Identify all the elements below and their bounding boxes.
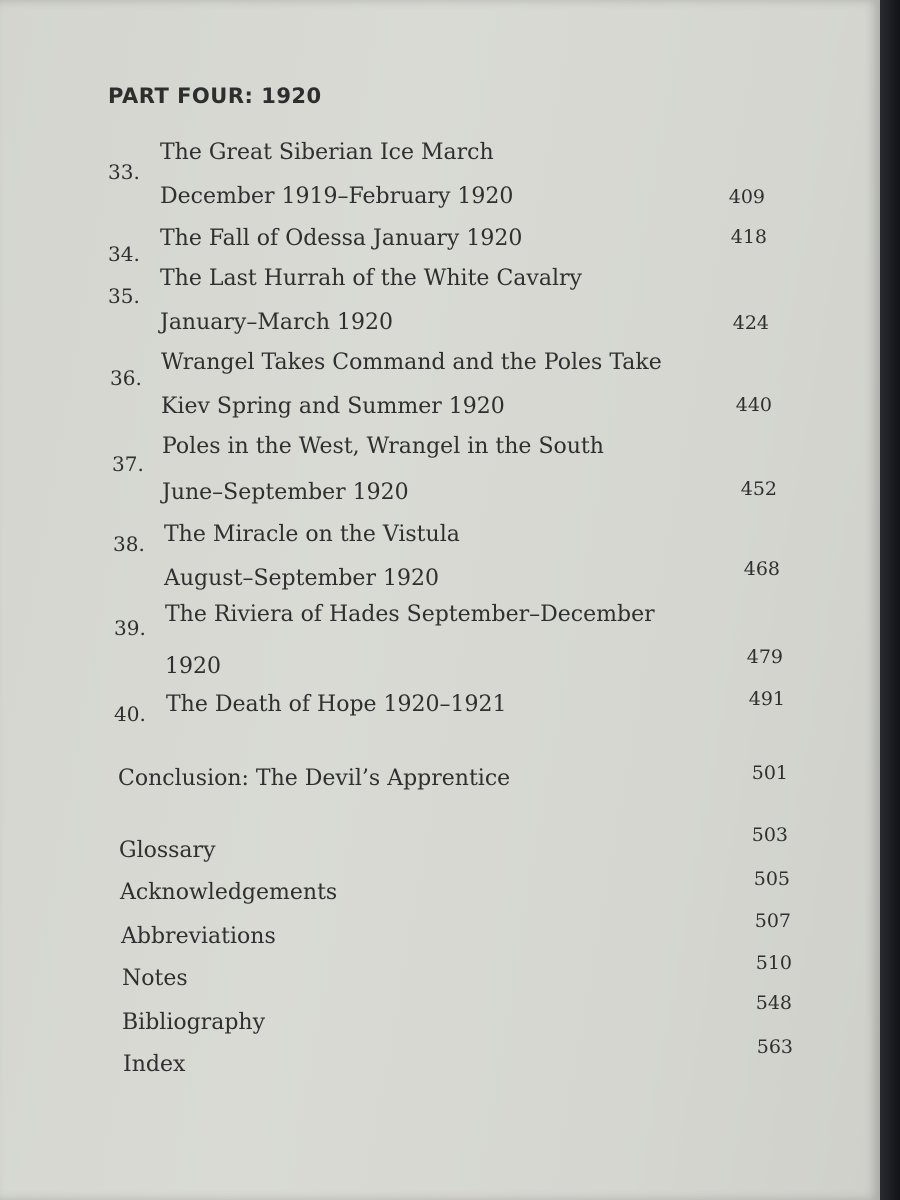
page-number: 424 xyxy=(732,312,769,334)
chapter-number: 35. xyxy=(108,284,140,308)
chapter-number: 36. xyxy=(110,366,142,390)
page-number: 507 xyxy=(754,910,791,932)
page-number: 409 xyxy=(728,186,765,208)
conclusion-title: Conclusion: The Devil’s Apprentice xyxy=(118,766,511,791)
chapter-dates: August–September 1920 xyxy=(164,566,439,591)
page-number: 418 xyxy=(730,226,767,248)
chapter-dates: June–September 1920 xyxy=(162,480,409,505)
page-number: 501 xyxy=(751,762,788,784)
chapter-title: The Last Hurrah of the White Cavalry xyxy=(160,266,582,291)
page-number: 563 xyxy=(756,1036,793,1058)
page-number: 505 xyxy=(753,868,790,890)
back-matter-title: Abbreviations xyxy=(121,924,276,949)
chapter-title: Wrangel Takes Command and the Poles Take xyxy=(161,350,662,375)
chapter-number: 34. xyxy=(108,242,140,266)
page-number: 510 xyxy=(755,952,792,974)
chapter-title: Poles in the West, Wrangel in the South xyxy=(162,434,604,459)
chapter-dates: December 1919–February 1920 xyxy=(160,184,514,209)
page-number: 548 xyxy=(755,992,792,1014)
back-matter-title: Glossary xyxy=(119,838,216,863)
page-number: 452 xyxy=(740,478,777,500)
chapter-title: The Fall of Odessa January 1920 xyxy=(160,226,523,251)
page-number: 503 xyxy=(751,824,788,846)
chapter-title: The Death of Hope 1920–1921 xyxy=(166,692,507,717)
page-number: 479 xyxy=(746,646,783,668)
chapter-number: 40. xyxy=(114,702,146,726)
chapter-number: 37. xyxy=(112,452,144,476)
chapter-title: The Riviera of Hades September–December xyxy=(165,602,655,627)
back-matter-title: Notes xyxy=(122,966,188,991)
page-number: 440 xyxy=(735,394,772,416)
chapter-title: The Great Siberian Ice March xyxy=(160,140,494,165)
chapter-dates: 1920 xyxy=(165,654,221,679)
back-matter-title: Index xyxy=(123,1052,186,1077)
chapter-number: 33. xyxy=(108,160,140,184)
part-heading: PART FOUR: 1920 xyxy=(108,84,322,108)
page-number: 468 xyxy=(743,558,780,580)
page-number: 491 xyxy=(748,688,785,710)
chapter-dates: January–March 1920 xyxy=(160,310,393,335)
back-matter-title: Acknowledgements xyxy=(120,880,338,905)
chapter-number: 38. xyxy=(113,532,145,556)
chapter-title: The Miracle on the Vistula xyxy=(164,522,460,547)
book-spine-shadow xyxy=(880,0,900,1200)
chapter-number: 39. xyxy=(114,616,146,640)
back-matter-title: Bibliography xyxy=(122,1010,265,1035)
chapter-dates: Kiev Spring and Summer 1920 xyxy=(161,394,505,419)
